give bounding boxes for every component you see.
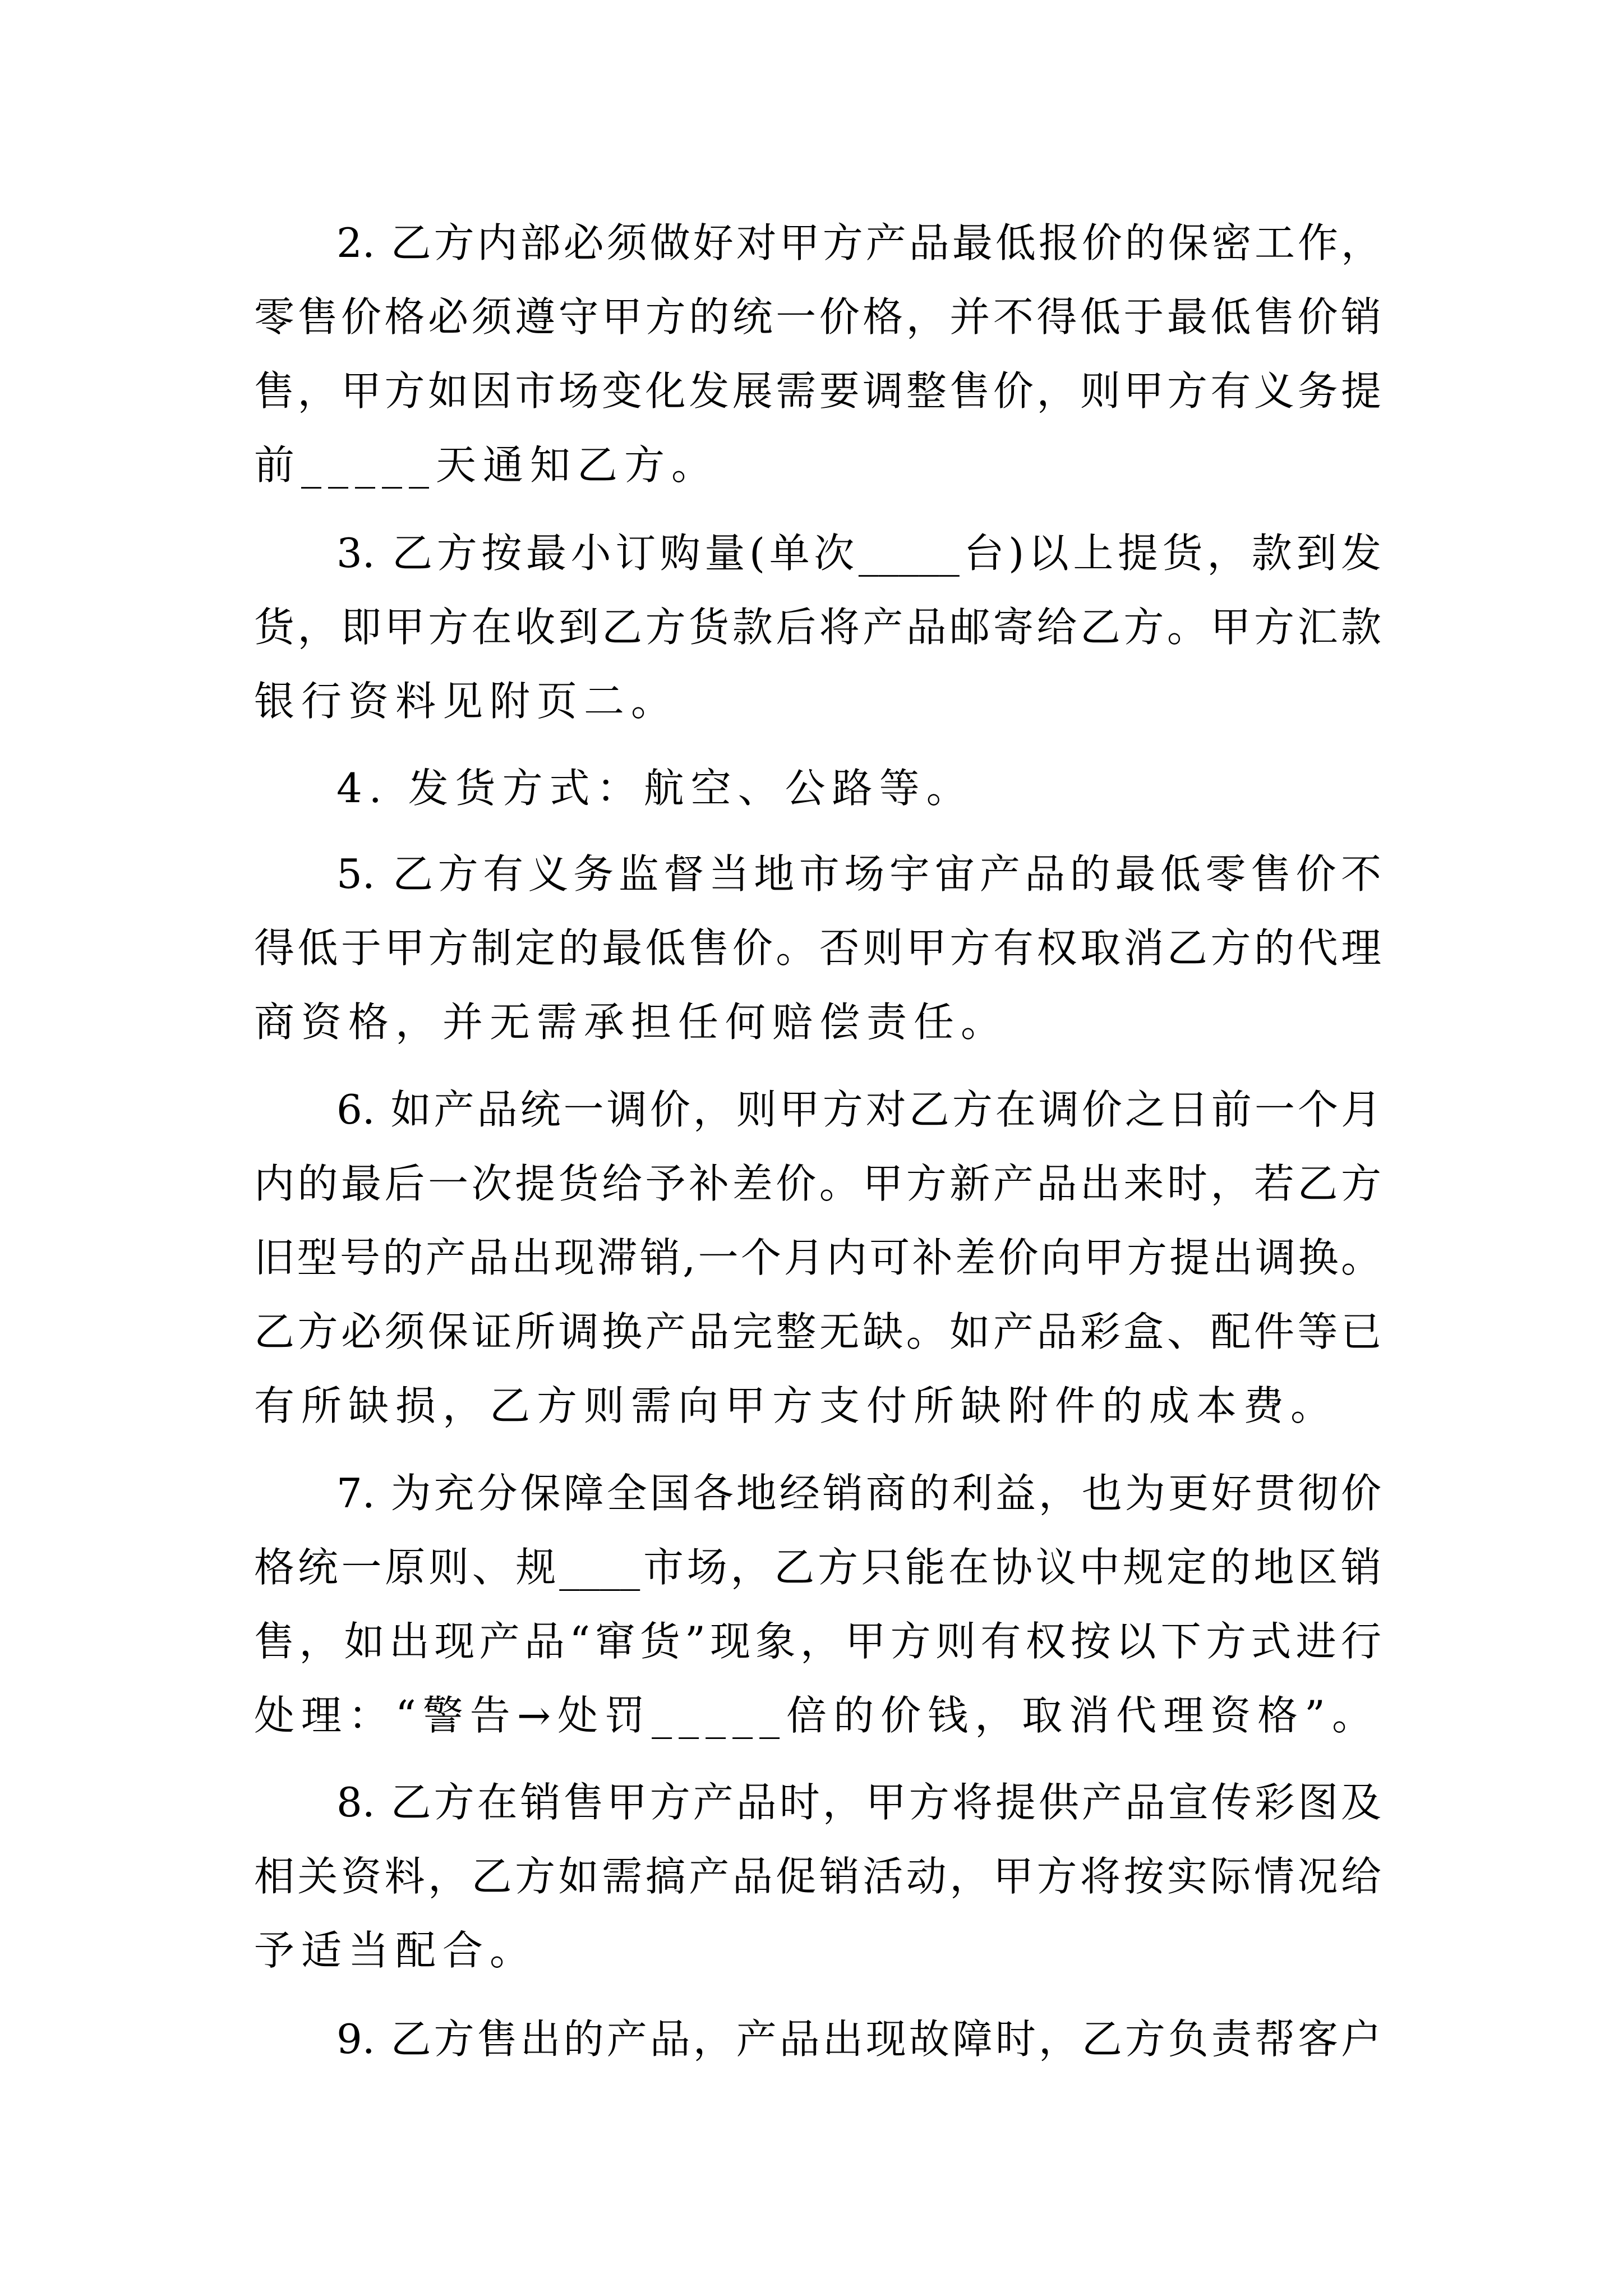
clause-6-line-4: 乙方必须保证所调换产品完整无缺。如产品彩盒、配件等已 — [254, 1308, 1381, 1355]
clause-2-line-1: 2. 乙方内部必须做好对甲方产品最低报价的保密工作， — [336, 219, 1381, 266]
clause-8-line-1: 8. 乙方在销售甲方产品时，甲方将提供产品宣传彩图及 — [336, 1779, 1381, 1826]
clause-3-line-2: 货，即甲方在收到乙方货款后将产品邮寄给乙方。甲方汇款 — [254, 604, 1381, 651]
clause-2-line-3: 售，甲方如因市场变化发展需要调整售价，则甲方有义务提 — [254, 367, 1381, 415]
clause-6-line-1: 6. 如产品统一调价，则甲方对乙方在调价之日前一个月 — [336, 1086, 1381, 1133]
clause-7-line-3: 售，如出现产品“窜货”现象，甲方则有权按以下方式进行 — [254, 1618, 1381, 1665]
clause-4-line-1: 4. 发货方式：航空、公路等。 — [336, 765, 974, 812]
clause-7-line-1: 7. 为充分保障全国各地经销商的利益，也为更好贯彻价 — [336, 1470, 1381, 1517]
clause-5-line-3: 商资格，并无需承担任何赔偿责任。 — [254, 999, 1008, 1046]
clause-9-line-1: 9. 乙方售出的产品，产品出现故障时，乙方负责帮客户 — [336, 2016, 1381, 2063]
clause-8-line-2: 相关资料，乙方如需搞产品促销活动，甲方将按实际情况给 — [254, 1853, 1381, 1900]
clause-2-line-2: 零售价格必须遵守甲方的统一价格，并不得低于最低售价销 — [254, 293, 1381, 341]
clause-8-line-3: 予适当配合。 — [254, 1927, 537, 1974]
clause-3-line-1: 3. 乙方按最小订购量(单次_____台)以上提货，款到发 — [336, 530, 1381, 577]
clause-7-line-2: 格统一原则、规____市场，乙方只能在协议中规定的地区销 — [254, 1544, 1381, 1591]
clause-6-line-2: 内的最后一次提货给予补差价。甲方新产品出来时，若乙方 — [254, 1160, 1381, 1207]
clause-2-line-4: 前_____天通知乙方。 — [254, 441, 719, 489]
clause-7-line-4: 处理：“警告→处罚_____倍的价钱，取消代理资格”。 — [254, 1692, 1379, 1739]
clause-5-line-1: 5. 乙方有义务监督当地市场宇宙产品的最低零售价不 — [336, 850, 1381, 898]
clause-6-line-5: 有所缺损，乙方则需向甲方支付所缺附件的成本费。 — [254, 1382, 1338, 1429]
clause-3-line-3: 银行资料见附页二。 — [254, 678, 679, 725]
clause-6-line-3: 旧型号的产品出现滞销,一个月内可补差价向甲方提出调换。 — [254, 1234, 1381, 1281]
clause-5-line-2: 得低于甲方制定的最低售价。否则甲方有权取消乙方的代理 — [254, 924, 1381, 972]
